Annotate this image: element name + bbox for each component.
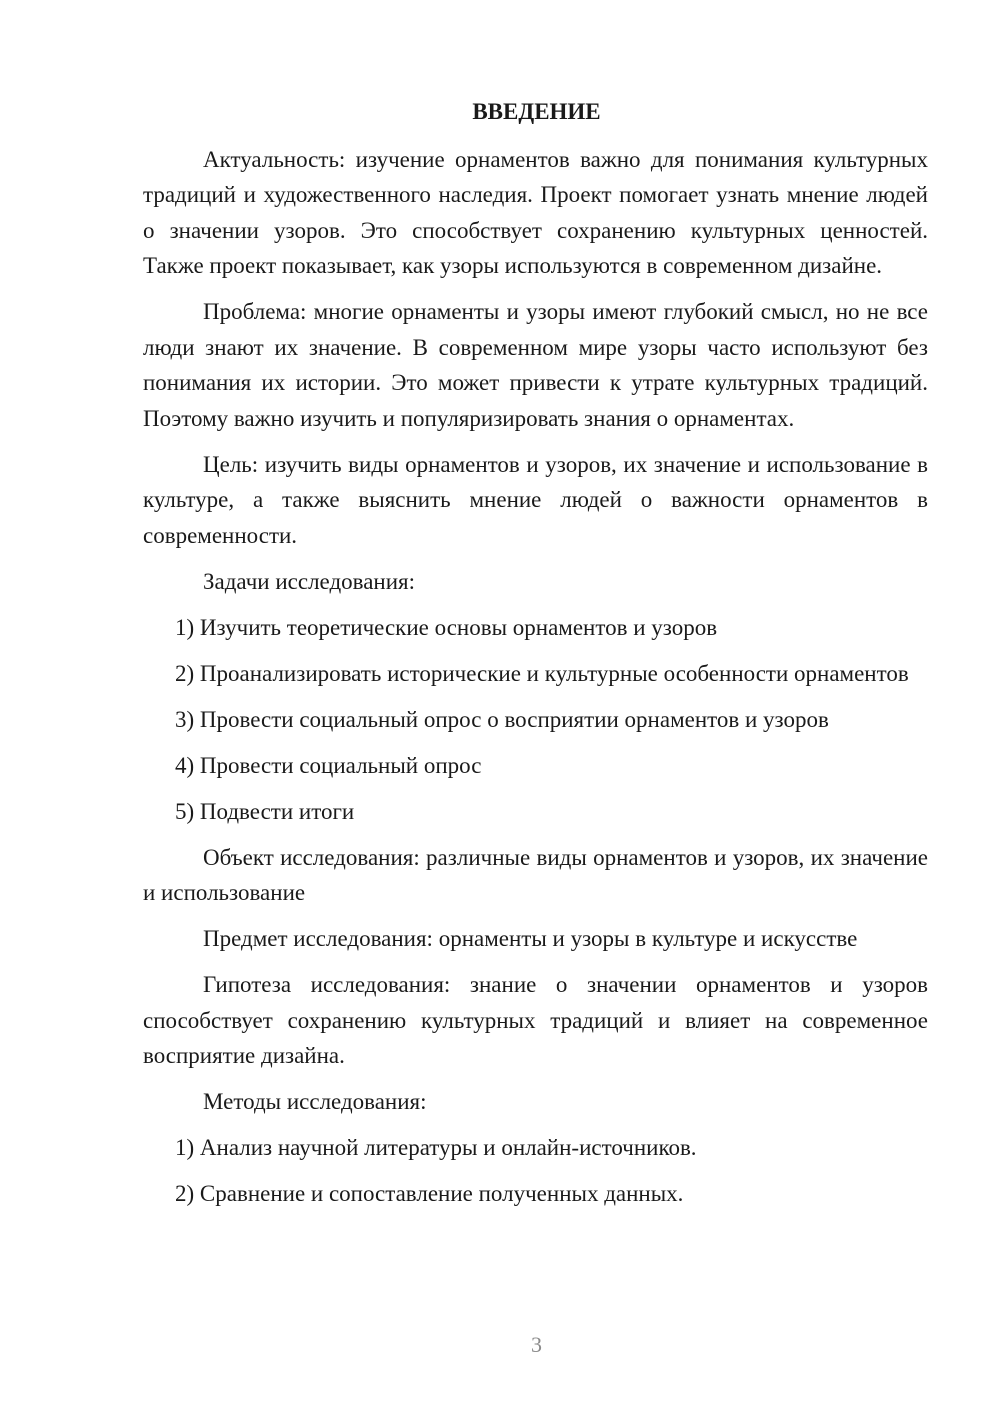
task-item-3: 3) Провести социальный опрос о восприятии орнаментов и узоров — [175, 706, 829, 732]
method-item-1: 1) Анализ научной литературы и онлайн-источников. — [175, 1135, 697, 1160]
problem-paragraph: Проблема: многие орнаменты и узоры имеют глубокий смысл, но не все люди знают их значение. В современном мире узоры часто используют без понимания их истории. Это может привести к утрате культурных традиций. Поэтому важно изучить и популяризировать знания о орнаментах. — [143, 299, 928, 431]
task-item-2: 2) Проанализировать исторические и культурные особенности орнаментов — [175, 660, 909, 686]
page-content — [143, 94, 928, 1222]
relevance-paragraph: Актуальность: изучение орнаментов важно для понимания культурных традиций и художественного наследия. Проект помогает узнать мнение людей о значении узоров. Это способствует сохранению культурных ценностей. Также проект показывает, как узоры используются в современном дизайне. — [143, 146, 928, 278]
object-paragraph: Объект исследования: различные виды орнаментов и узоров, их значение и использование — [143, 844, 928, 905]
task-item-4: 4) Провести социальный опрос — [175, 752, 482, 778]
page-title: ВВЕДЕНИЕ — [472, 99, 601, 124]
hypothesis-paragraph: Гипотеза исследования: знание о значении орнаментов и узоров способствует сохранению культурных традиций и влияет на современное восприятие дизайна. — [143, 972, 928, 1068]
method-item-2: 2) Сравнение и сопоставление полученных данных. — [175, 1181, 684, 1206]
goal-paragraph: Цель: изучить виды орнаментов и узоров, их значение и использование в культуре, а также выяснить мнение людей о важности орнаментов в современности. — [143, 451, 928, 548]
methods-heading: Методы исследования: — [203, 1089, 427, 1114]
subject-paragraph: Предмет исследования: орнаменты и узоры в культуре и искусстве — [203, 926, 858, 951]
task-item-1: 1) Изучить теоретические основы орнаментов и узоров — [175, 614, 718, 640]
page-number: 3 — [531, 1332, 542, 1357]
task-item-5: 5) Подвести итоги — [175, 798, 355, 824]
tasks-heading: Задачи исследования: — [203, 568, 416, 594]
